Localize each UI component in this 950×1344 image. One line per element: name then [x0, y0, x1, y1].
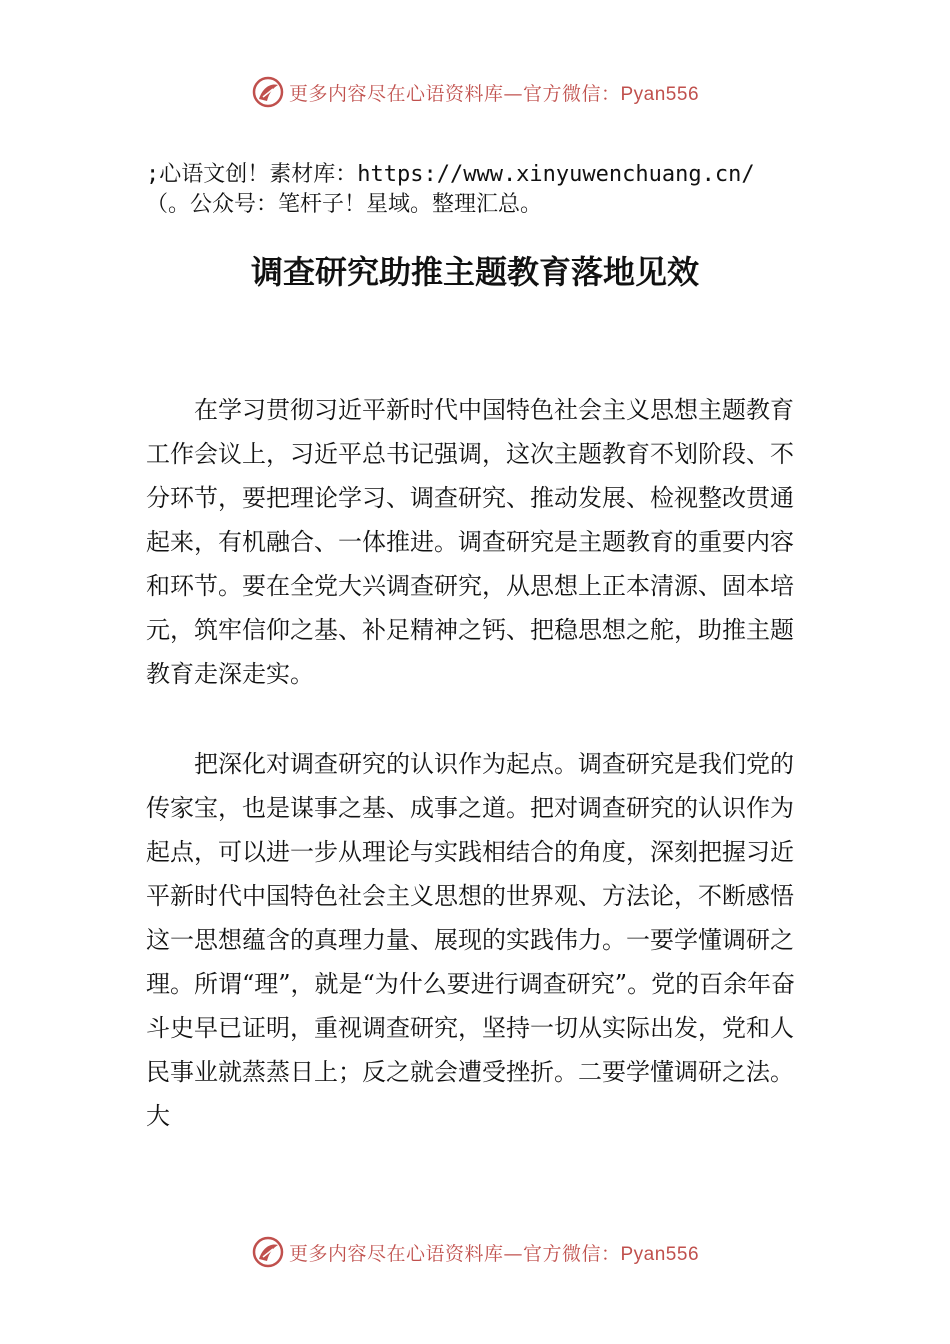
brand-logo-icon — [251, 1235, 285, 1269]
banner-wechat-id: Pyan556 — [620, 1243, 700, 1265]
banner-wechat-id: Pyan556 — [620, 83, 700, 105]
banner-text: 更多内容尽在心语资料库—官方微信：Pyan556 — [288, 1242, 700, 1265]
document-title: 调查研究助推主题教育落地见效 — [250, 253, 699, 291]
source-line-2: （。公众号：笔杆子！星域。整理汇总。 — [146, 192, 543, 217]
body-paragraph-1: 在学习贯彻习近平新时代中国特色社会主义思想主题教育工作会议上，习近平总书记强调，这次主题教育不划阶段、不分环节，要把理论学习、调查研究、推动发展、检视整改贯通起来，有机融合、一体推进。调查研究是主题教育的重要内容和环节。要在全党大兴调查研究，从思想上正本清源、固本培元，筑牢信仰之基、补足精神之钙、把稳思想之舵，助推主题教育走深走实。 — [146, 396, 794, 688]
source-note — [146, 160, 846, 220]
banner-text: 更多内容尽在心语资料库—官方微信：Pyan556 — [288, 82, 700, 105]
body-paragraph-2: 把深化对调查研究的认识作为起点。调查研究是我们党的传家宝，也是谋事之基、成事之道。把对调查研究的认识作为起点，可以进一步从理论与实践相结合的角度，深刻把握习近平新时代中国特色社会主义思想的世界观、方法论，不断感悟这一思想蕴含的真理力量、展现的实践伟力。一要学懂调研之理。所谓“理”，就是“为什么要进行调查研究”。党的百余年奋斗史早已证明，重视调查研究，坚持一切从实际出发，党和人民事业就蒸蒸日上；反之就会遭受挫折。二要学懂调研之法。大 — [146, 750, 796, 1130]
header-banner — [0, 72, 950, 112]
source-line-1: ;心语文创！素材库：https://www.xinyuwenchuang.cn/ — [146, 162, 755, 187]
brand-logo-icon — [251, 75, 285, 109]
footer-banner — [0, 1232, 950, 1272]
